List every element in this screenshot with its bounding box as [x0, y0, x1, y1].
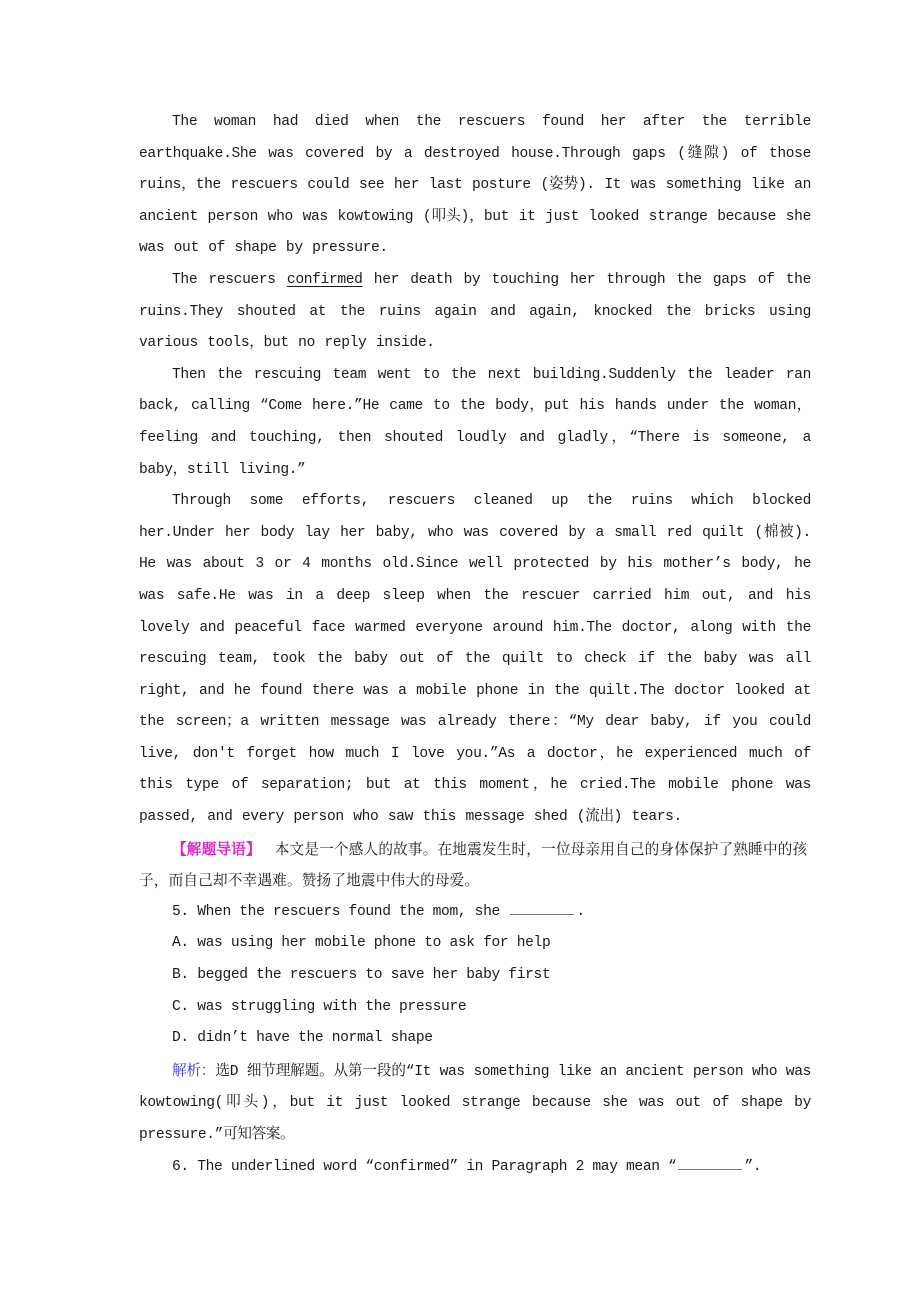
question-6-stem	[139, 1152, 811, 1184]
passage-paragraph-3: Then the rescuing team went to the next building.Suddenly the leader ran back, calling “Come here.”He came to the body，put his hands under the woman，feeling and touching, then shouted loudly and gladly，“There is someone, a baby，still living.”	[139, 366, 811, 478]
answer-blank	[510, 902, 574, 915]
paragraph-2-before: The rescuers	[172, 271, 287, 288]
paragraph-2-after: her death by touching her through the gaps of the ruins.They shouted at the ruins again and again, knocked the bricks using various tools，but no reply inside.	[139, 271, 811, 352]
analysis-label: 解析：	[172, 1061, 216, 1079]
passage-paragraph-4: Through some efforts, rescuers cleaned up the ruins which blocked her.Under her body lay her baby, who was covered by a small red quilt (棉被). He was about 3 or 4 months old.Since well protected by his mother’s body, he was safe.He was in a deep sleep when the rescuer carried him out, and his lovely and peaceful face warmed everyone around him.The doctor, along with the rescuing team, took the baby out of the quilt to check if the baby was all right, and he found there was a mobile phone in the quilt.The doctor looked at the screen；a written message was already there：“My dear baby, if you could live, don't forget how much I love you.”As a doctor，he experienced much of this type of separation; but at this moment，he cried.The mobile phone was passed, and every person who saw this message shed (流出) tears.	[139, 493, 811, 826]
question-5-option-a: A. was using her mobile phone to ask for help	[172, 935, 551, 952]
answer-blank	[678, 1157, 742, 1170]
question-5-stem	[139, 897, 811, 929]
question-6-stem-end: ”.	[744, 1158, 762, 1175]
guide-label: 【解题导语】	[172, 840, 261, 858]
passage-paragraph-2	[139, 265, 811, 360]
underlined-word-confirmed: confirmed	[286, 271, 363, 288]
question-5-option-b: B. begged the rescuers to save her baby first	[172, 967, 551, 984]
analysis-text: 选D 细节理解题。从第一段的“It was something like an ancient person who was kowtowing(叩头)，but it just looked strange because she was out of shape by pressure.”可知答案。	[139, 1063, 812, 1143]
question-5-option-d: D. didn’t have the normal shape	[172, 1030, 433, 1047]
question-5-option-c: C. was struggling with the pressure	[172, 998, 467, 1015]
reading-guide	[139, 834, 811, 897]
guide-text: 本文是一个感人的故事。在地震发生时，一位母亲用自己的身体保护了熟睡中的孩子，而自己却不幸遇难。赞扬了地震中伟大的母爱。	[139, 840, 808, 890]
question-5-stem-end: .	[576, 903, 585, 920]
question-5-analysis	[139, 1055, 811, 1152]
passage-paragraph-1: The woman had died when the rescuers found her after the terrible earthquake.She was covered by a destroyed house.Through gaps (缝隙) of those ruins，the rescuers could see her last posture (姿势). It was something like an ancient person who was kowtowing (叩头)，but it just looked strange because she was out of shape by pressure.	[139, 114, 811, 257]
question-5-stem-text: 5. When the rescuers found the mom, she	[172, 903, 509, 920]
document-page	[139, 107, 811, 1183]
question-6-stem-text: 6. The underlined word “confirmed” in Paragraph 2 may mean “	[172, 1158, 677, 1175]
